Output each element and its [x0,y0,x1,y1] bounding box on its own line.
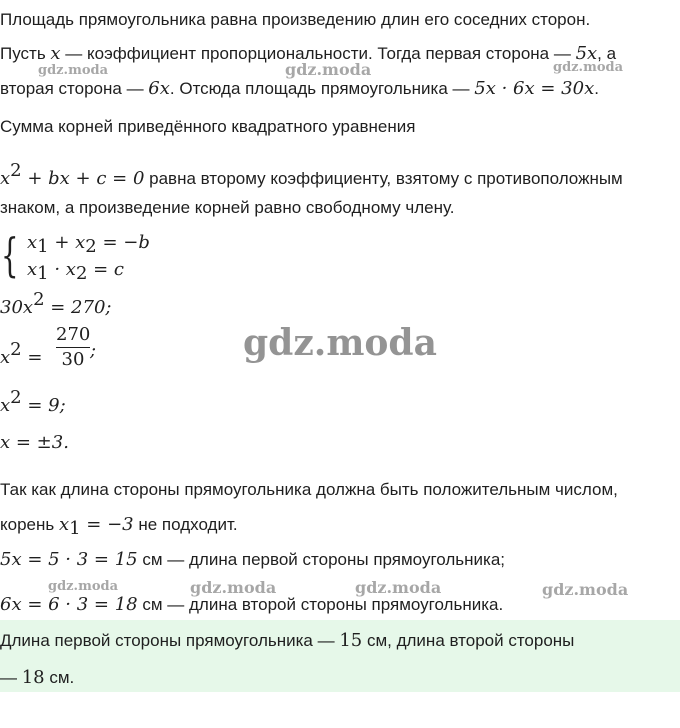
math-subscript: 2 [75,263,88,284]
math-exponent: 2 [10,339,22,360]
text-fragment: см, длина второй стороны [362,631,575,650]
text-fragment: корень [0,515,59,534]
equation-2 [0,339,42,369]
text-line-7 [0,479,618,501]
answer-value-18: 18 [21,667,45,688]
equation-3 [0,387,66,417]
math-fragment: ; [90,340,97,361]
text-fragment: — [0,668,22,687]
math-exponent: 2 [33,289,45,310]
math-fragment: · x [48,259,76,280]
paragraph-area-text: Площадь прямоугольника равна произведению длин его соседних сторон. [0,10,591,29]
text-fragment: знаком, а произведение корней равно свободному члену. [0,198,455,217]
answer-value-15: 15 [339,630,363,651]
math-x: x [0,395,11,416]
text-fragment: не подходит. [133,515,238,534]
system-row-sum [27,232,150,258]
math-second-side: 6x = 6 · 3 = 18 [0,594,138,615]
text-line-3 [0,78,599,100]
math-subscript: 2 [85,236,97,257]
system-row-product [27,259,124,285]
math-fragment: 30x [0,297,34,318]
fraction-numerator: 270 [56,324,91,345]
math-fragment: + x [48,232,86,253]
math-6x: 6x [148,78,170,99]
math-x: x [50,43,61,64]
text-fragment: Пусть [0,44,51,63]
text-fragment: см — длина первой стороны прямоугольника; [137,550,505,569]
math-x: x [27,259,38,280]
answer-line-2 [0,667,74,689]
watermark: gdz.moda [355,578,442,597]
fraction-denominator: 30 [61,349,85,370]
math-subscript: 1 [37,236,49,257]
text-fragment: , а [597,44,617,63]
text-line-8 [0,514,238,540]
math-x: x [0,347,11,368]
text-line-1 [0,9,590,31]
equation-1 [0,289,111,319]
math-x: x [0,168,11,189]
watermark: gdz.moda [285,60,372,79]
math-x: x [58,514,70,535]
text-fragment: Длина первой стороны прямоугольника — [0,631,340,650]
text-fragment: равна второму коэффициенту, взятому с противоположным [144,169,623,188]
text-fragment: . Отсюда площадь прямоугольника — [169,79,475,98]
equation-2-end [90,340,96,362]
text-fragment: . [594,79,599,98]
text-line-6 [0,197,455,219]
fraction-bar [56,347,90,348]
watermark: gdz.moda [542,580,629,599]
math-exponent: 2 [10,160,22,181]
math-first-side: 5x = 5 · 3 = 15 [0,549,138,570]
math-quadratic-equation: + bx + c = 0 [21,168,145,189]
watermark: gdz.moda [38,63,109,78]
text-fragment: см. [44,668,75,687]
math-x: x [27,232,38,253]
math-roots: x = ±3. [0,432,69,453]
math-subscript: 1 [37,263,49,284]
math-fragment: = [21,347,43,368]
text-line-10 [0,594,503,616]
text-fragment: Так как длина стороны прямоугольника должна быть положительным числом, [0,480,618,499]
vieta-intro-text: Сумма корней приведённого квадратного уравнения [0,117,416,136]
fraction-270-30 [56,324,90,371]
text-line-9 [0,549,505,571]
watermark: gdz.moda [48,579,119,594]
math-fragment: = c [87,259,124,280]
math-exponent: 2 [10,387,22,408]
text-fragment: вторая сторона — [0,79,149,98]
answer-line-1 [0,630,574,652]
equation-4 [0,432,69,454]
math-subscript: 1 [69,518,81,539]
answer-box [0,620,680,692]
watermark: gdz.moda [553,60,624,75]
math-5x: 5x [575,43,598,64]
math-fragment: = −b [96,232,150,253]
watermark: gdz.moda [190,578,277,597]
watermark: gdz.moda [243,322,437,364]
left-brace: { [1,228,19,282]
text-line-5 [0,160,623,190]
text-fragment: — коэффициент пропорциональности. Тогда первая сторона — [60,44,576,63]
text-line-4 [0,116,415,138]
text-fragment: см — длина второй стороны прямоугольника. [137,595,504,614]
math-fragment: = 9; [21,395,66,416]
math-fragment: = −3 [80,514,134,535]
math-area-product: 5x · 6x = 30x [474,78,595,99]
math-fragment: = 270; [44,297,112,318]
